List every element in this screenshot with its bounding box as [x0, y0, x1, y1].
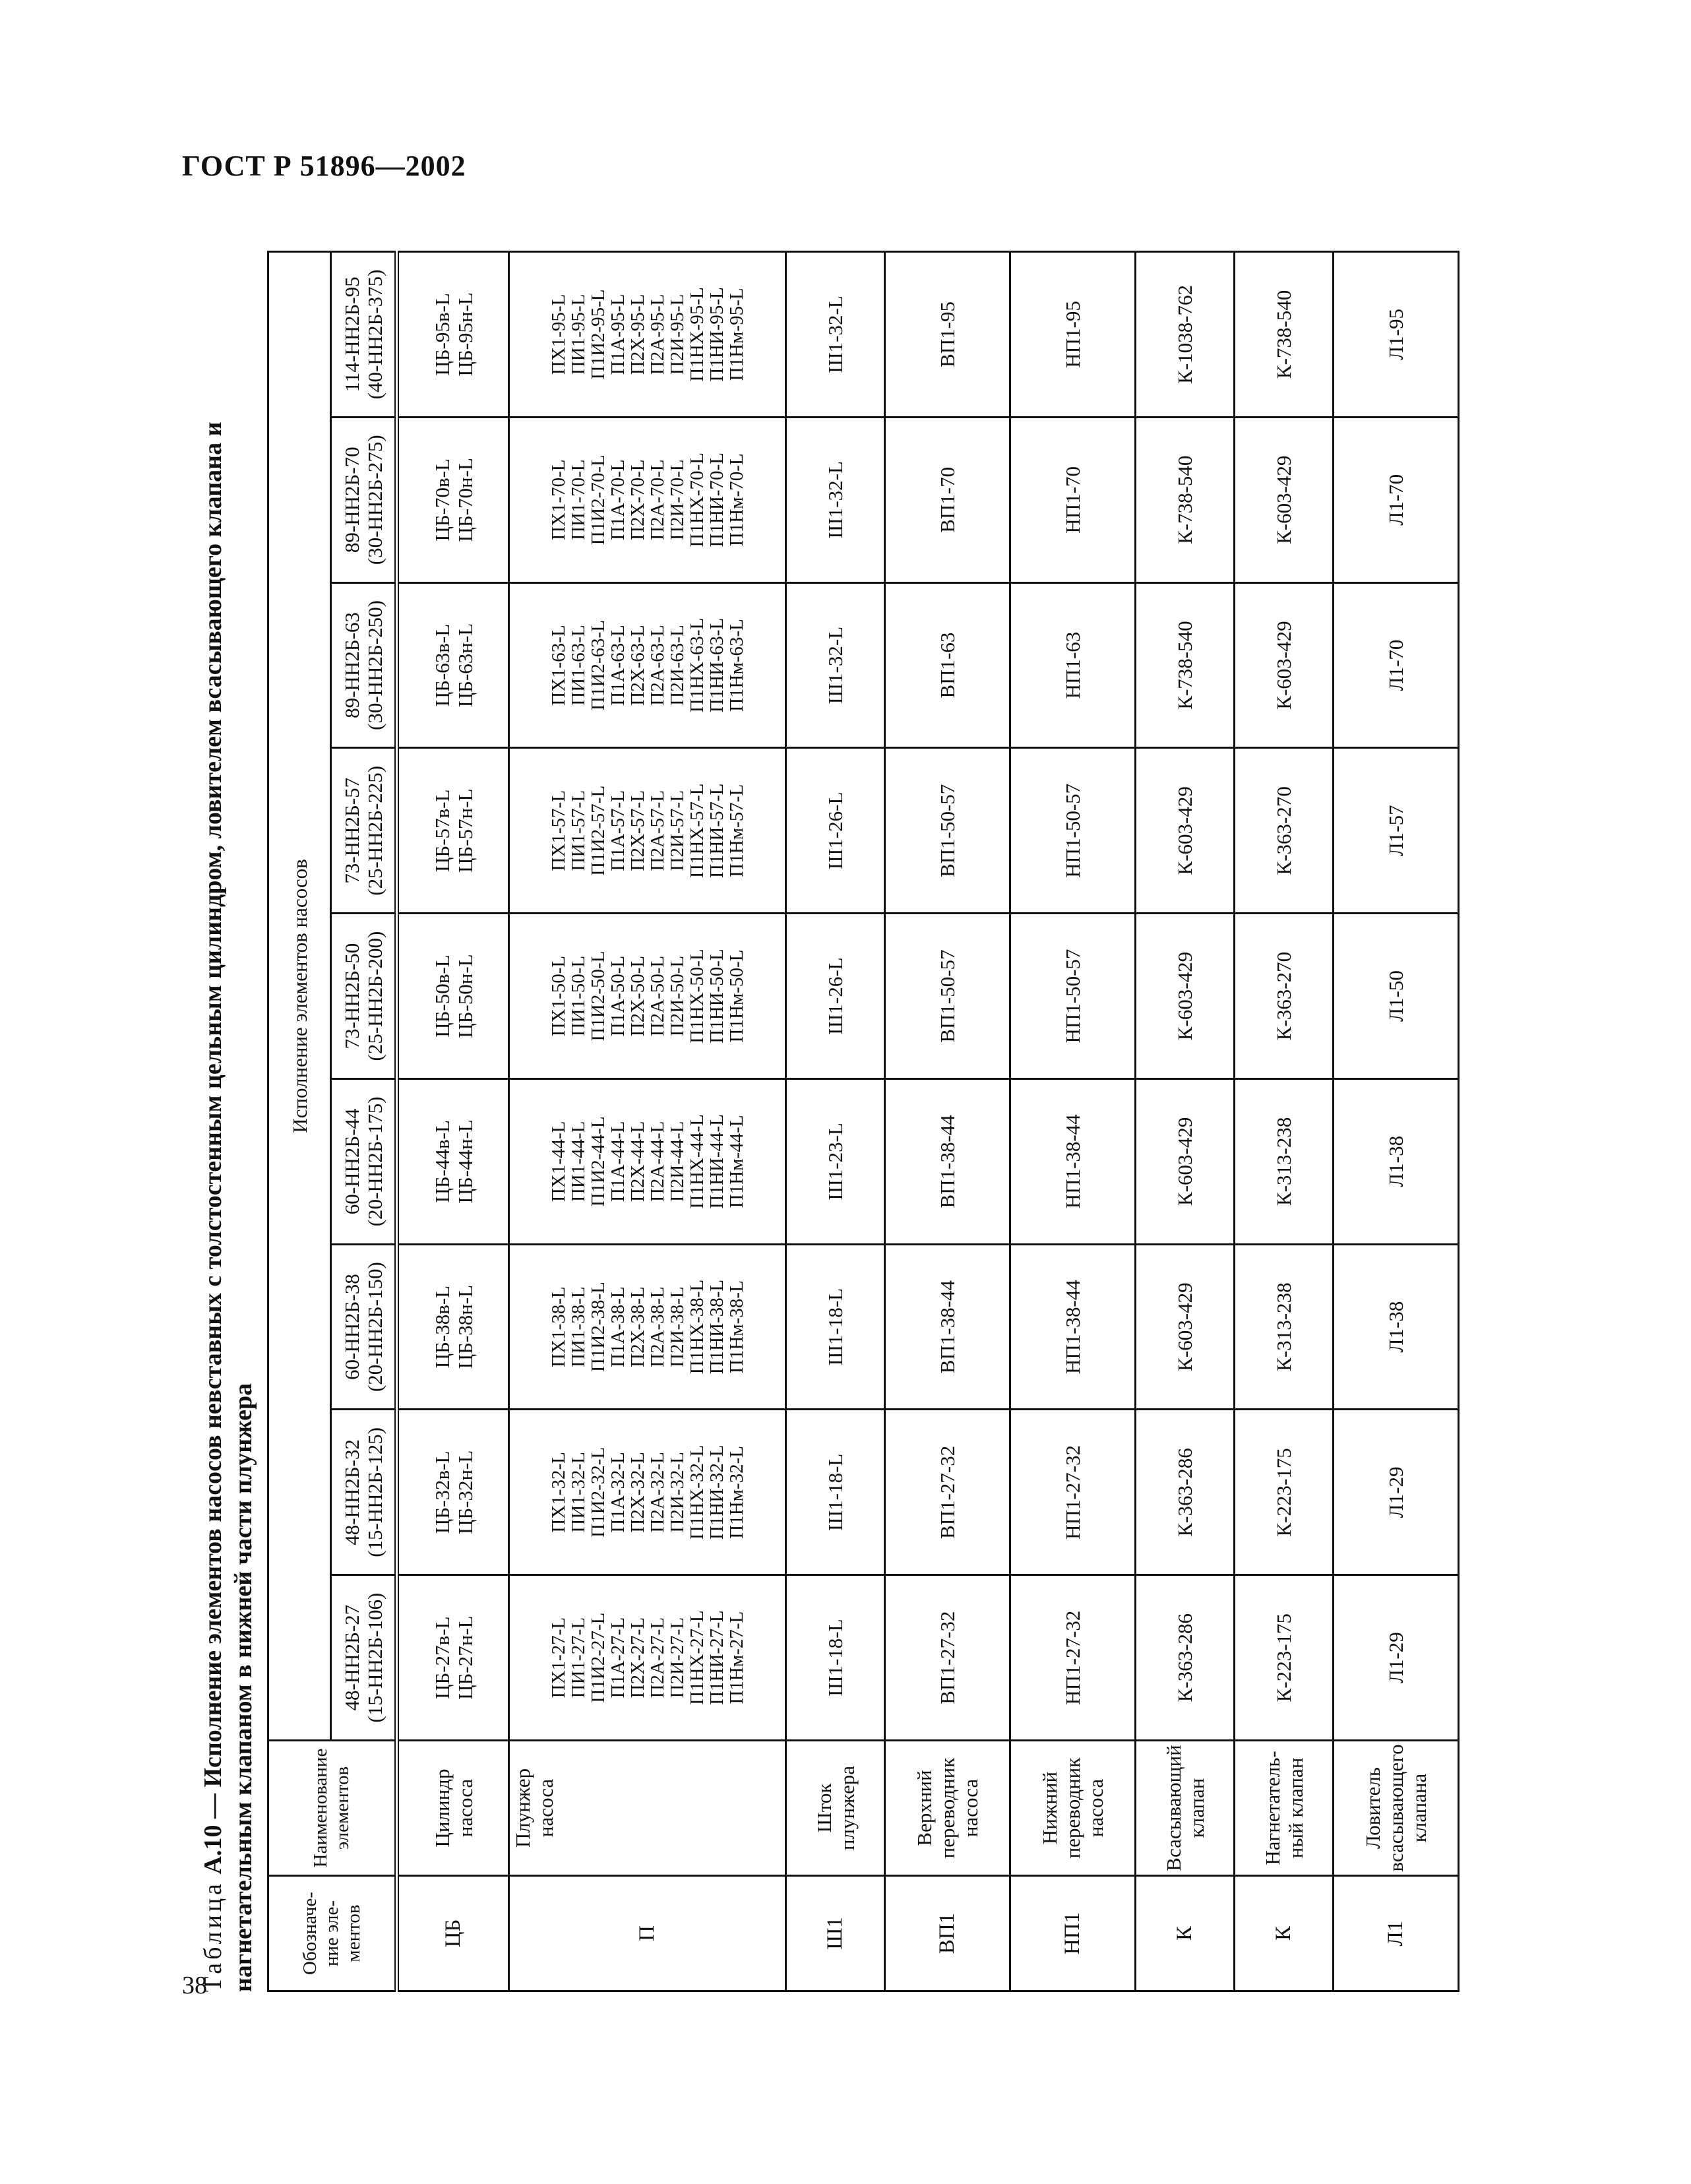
table-cell: Ш1-32-L — [786, 582, 885, 748]
plunger-code: П1Нм-38-L — [725, 1280, 747, 1373]
table-cell — [397, 252, 509, 418]
table-cell: Ш1-23-L — [786, 1078, 885, 1244]
rotated-table-block — [191, 237, 1444, 2018]
row-name: Нижний переводник насоса — [1010, 1741, 1136, 1876]
table-cell: ВП1-38-44 — [885, 1078, 1010, 1244]
plunger-code: ПХ1-57-L — [547, 790, 569, 871]
plunger-code: П1НИ-44-L — [706, 1114, 727, 1209]
cell-line: ЦБ-38н-L — [453, 1284, 477, 1369]
plunger-code: ПХ1-63-L — [547, 625, 569, 706]
table-cell — [397, 1244, 509, 1410]
table-cell — [397, 1575, 509, 1741]
plunger-code: П1НИ-95-L — [706, 287, 727, 382]
version-header-line2: (40-НН2Б-375) — [363, 269, 386, 400]
plunger-code: П1Нм-50-L — [725, 949, 747, 1043]
table-cell: ВП1-70 — [885, 417, 1010, 582]
cell-line: ЦБ-70н-L — [453, 458, 477, 542]
plunger-code: ПХ1-38-L — [547, 1286, 569, 1367]
plunger-code: П1И2-95-L — [587, 289, 609, 380]
table-cell: К-738-540 — [1136, 417, 1235, 582]
table-cell: К-1038-762 — [1136, 252, 1235, 418]
plunger-code: П2А-63-L — [646, 625, 668, 706]
plunger-code: П2А-95-L — [646, 294, 668, 375]
plunger-code: П2Х-63-L — [627, 625, 648, 706]
elements-table — [267, 251, 1460, 1992]
caption-text: А.10 — Исполнение элементов насосов невставных с толстостенным цельным цилиндром, ловителем всасывающего клапана и нагнетательным клапаном в нижней части плунжера — [199, 421, 257, 1992]
table-cell: ВП1-27-32 — [885, 1410, 1010, 1575]
version-header-line1: 73-НН2Б-50 — [340, 943, 363, 1049]
plunger-code: П2И-57-L — [666, 790, 688, 871]
cell-line: ЦБ-95в-L — [430, 293, 454, 376]
table-cell — [509, 748, 786, 914]
version-header — [331, 1078, 397, 1244]
row-name: Верхний переводник насоса — [885, 1741, 1010, 1876]
table-cell: ВП1-63 — [885, 582, 1010, 748]
table-row — [1334, 252, 1459, 1991]
plunger-code: П1Нм-57-L — [725, 784, 747, 877]
plunger-code: П1И2-57-L — [587, 785, 609, 876]
plunger-code: П1НХ-57-L — [686, 783, 708, 878]
version-header-line1: 48-НН2Б-32 — [340, 1439, 363, 1545]
row-designation: К — [1136, 1876, 1235, 1991]
row-designation: Л1 — [1334, 1876, 1459, 1991]
plunger-code: П1НХ-50-L — [686, 949, 708, 1044]
plunger-code: П2Х-50-L — [627, 955, 648, 1037]
plunger-code: П1А-27-L — [607, 1617, 629, 1699]
table-row — [397, 252, 509, 1991]
table-cell: К-603-429 — [1136, 748, 1235, 914]
cell-line: ЦБ-57в-L — [430, 789, 454, 872]
table-cell: НП1-50-57 — [1010, 914, 1136, 1079]
plunger-code: П1И2-44-L — [587, 1116, 609, 1207]
table-cell: НП1-38-44 — [1010, 1078, 1136, 1244]
version-header-line2: (15-НН2Б-125) — [363, 1427, 386, 1557]
table-cell: НП1-50-57 — [1010, 748, 1136, 914]
plunger-code: П1И2-50-L — [587, 951, 609, 1042]
plunger-code: П1Нм-63-L — [725, 619, 747, 712]
table-cell: К-738-540 — [1136, 582, 1235, 748]
plunger-code: П2И-63-L — [666, 625, 688, 706]
table-cell: Л1-29 — [1334, 1575, 1459, 1741]
plunger-code: П1НХ-95-L — [686, 287, 708, 382]
version-header-line1: 60-НН2Б-44 — [340, 1108, 363, 1215]
row-designation: К — [1235, 1876, 1334, 1991]
version-header — [331, 1410, 397, 1575]
table-cell: ВП1-50-57 — [885, 748, 1010, 914]
plunger-code: П2Х-32-L — [627, 1452, 648, 1533]
plunger-code: П2И-38-L — [666, 1286, 688, 1367]
row-designation: П — [509, 1876, 786, 1991]
plunger-code: ПХ1-27-L — [547, 1617, 569, 1699]
table-cell: К-313-238 — [1235, 1244, 1334, 1410]
cell-line: ЦБ-27в-L — [430, 1616, 454, 1699]
plunger-code: П2Х-44-L — [627, 1121, 648, 1202]
table-cell: Ш1-26-L — [786, 748, 885, 914]
version-header — [331, 748, 397, 914]
table-cell: Л1-38 — [1334, 1244, 1459, 1410]
version-header-line2: (15-НН2Б-106) — [363, 1592, 386, 1723]
table-cell: НП1-27-32 — [1010, 1410, 1136, 1575]
table-cell: К-603-429 — [1136, 1078, 1235, 1244]
plunger-code: П2Х-27-L — [627, 1617, 648, 1699]
row-name: Всасывающий клапан — [1136, 1741, 1235, 1876]
table-cell — [397, 417, 509, 582]
row-name: Плунжер насоса — [509, 1741, 786, 1876]
table-cell — [397, 1410, 509, 1575]
table-cell: К-603-429 — [1136, 1244, 1235, 1410]
row-designation: ВП1 — [885, 1876, 1010, 1991]
plunger-code: П1И2-27-L — [587, 1612, 609, 1703]
table-cell: НП1-70 — [1010, 417, 1136, 582]
plunger-code: П1А-44-L — [607, 1121, 629, 1202]
header-name: Наименование элементов — [268, 1741, 397, 1876]
plunger-code: П1Нм-70-L — [725, 453, 747, 547]
plunger-code: ПХ1-32-L — [547, 1452, 569, 1533]
table-cell: Л1-57 — [1334, 748, 1459, 914]
plunger-code: ПХ1-70-L — [547, 459, 569, 540]
plunger-code: П2Х-95-L — [627, 294, 648, 375]
plunger-code: ПИ1-63-L — [567, 625, 589, 706]
version-header — [331, 914, 397, 1079]
table-cell: Л1-95 — [1334, 252, 1459, 418]
table-cell: К-363-286 — [1136, 1410, 1235, 1575]
row-name: Ловитель всасывающего клапана — [1334, 1741, 1459, 1876]
cell-line: ЦБ-32н-L — [453, 1450, 477, 1535]
header-group: Исполнение элементов насосов — [268, 252, 331, 1741]
table-cell — [509, 1575, 786, 1741]
version-header-line1: 89-НН2Б-70 — [340, 447, 363, 553]
cell-line: ЦБ-50н-L — [453, 954, 477, 1038]
table-cell — [397, 914, 509, 1079]
plunger-code: П2А-50-L — [646, 955, 668, 1037]
page-number: 38 — [182, 1972, 207, 1999]
plunger-code: П1А-57-L — [607, 790, 629, 871]
table-cell — [397, 1078, 509, 1244]
table-cell: Ш1-32-L — [786, 252, 885, 418]
cell-line: ЦБ-44н-L — [453, 1119, 477, 1204]
table-row — [1136, 252, 1235, 1991]
plunger-code: П1НХ-70-L — [686, 452, 708, 547]
version-header-line2: (20-НН2Б-175) — [363, 1096, 386, 1227]
table-cell — [509, 582, 786, 748]
cell-line: ЦБ-50в-L — [430, 954, 454, 1038]
table-cell: ВП1-38-44 — [885, 1244, 1010, 1410]
table-cell: Ш1-18-L — [786, 1575, 885, 1741]
version-header-line2: (25-НН2Б-225) — [363, 765, 386, 896]
table-cell: К-363-286 — [1136, 1575, 1235, 1741]
row-designation: ЦБ — [397, 1876, 509, 1991]
plunger-code: П1НИ-27-L — [706, 1610, 727, 1705]
cell-line: ЦБ-27н-L — [453, 1615, 477, 1700]
plunger-code: ПИ1-38-L — [567, 1286, 589, 1367]
version-header-line2: (30-НН2Б-275) — [363, 435, 386, 565]
version-header-line1: 114-НН2Б-95 — [340, 276, 363, 392]
row-designation: НП1 — [1010, 1876, 1136, 1991]
version-header-line1: 48-НН2Б-27 — [340, 1604, 363, 1711]
version-header — [331, 582, 397, 748]
table-cell — [509, 1078, 786, 1244]
table-cell: НП1-27-32 — [1010, 1575, 1136, 1741]
plunger-code: ПХ1-50-L — [547, 955, 569, 1037]
table-cell — [509, 914, 786, 1079]
table-cell: НП1-38-44 — [1010, 1244, 1136, 1410]
plunger-code: П1А-38-L — [607, 1286, 629, 1367]
plunger-code: П1НИ-32-L — [706, 1445, 727, 1540]
row-name: Шток плунжера — [786, 1741, 885, 1876]
table-cell: К-223-175 — [1235, 1410, 1334, 1575]
plunger-code: П1А-70-L — [607, 459, 629, 540]
version-header — [331, 1244, 397, 1410]
plunger-code: П1Нм-44-L — [725, 1115, 747, 1208]
plunger-code: П1НИ-50-L — [706, 949, 727, 1044]
cell-line: ЦБ-38в-L — [430, 1285, 454, 1369]
table-row — [786, 252, 885, 1991]
version-header-line2: (20-НН2Б-150) — [363, 1262, 386, 1392]
table-cell: Л1-29 — [1334, 1410, 1459, 1575]
plunger-code: П2И-50-L — [666, 955, 688, 1037]
table-cell — [509, 1410, 786, 1575]
plunger-code: П1НХ-38-L — [686, 1279, 708, 1375]
plunger-code: П2И-44-L — [666, 1121, 688, 1202]
table-cell — [509, 252, 786, 418]
plunger-code: П1Нм-32-L — [725, 1445, 747, 1539]
plunger-code: ПИ1-95-L — [567, 294, 589, 375]
plunger-code: П1НХ-32-L — [686, 1445, 708, 1540]
plunger-code: П1НХ-63-L — [686, 617, 708, 713]
plunger-code: П1НХ-27-L — [686, 1610, 708, 1705]
table-cell: Ш1-18-L — [786, 1410, 885, 1575]
plunger-code: П2А-38-L — [646, 1286, 668, 1367]
cell-line: ЦБ-70в-L — [430, 458, 454, 542]
plunger-code: ПИ1-27-L — [567, 1617, 589, 1699]
version-header-line2: (25-НН2Б-200) — [363, 931, 386, 1061]
plunger-code: П1И2-38-L — [587, 1282, 609, 1373]
table-cell — [509, 417, 786, 582]
plunger-code: ПИ1-50-L — [567, 955, 589, 1037]
version-header — [331, 1575, 397, 1741]
caption-lead: Таблица — [199, 1880, 227, 1992]
table-cell: Л1-38 — [1334, 1078, 1459, 1244]
table-cell: К-363-270 — [1235, 914, 1334, 1079]
plunger-code: П2Х-38-L — [627, 1286, 648, 1367]
table-cell — [509, 1244, 786, 1410]
plunger-code: П1И2-70-L — [587, 454, 609, 546]
plunger-code: П1А-32-L — [607, 1452, 629, 1533]
table-cell: К-603-429 — [1136, 914, 1235, 1079]
plunger-code: П2А-57-L — [646, 790, 668, 871]
plunger-code: П2Х-57-L — [627, 790, 648, 871]
table-cell: ВП1-27-32 — [885, 1575, 1010, 1741]
plunger-code: П1А-63-L — [607, 625, 629, 706]
table-cell: К-313-238 — [1235, 1078, 1334, 1244]
table-row — [1235, 252, 1334, 1991]
cell-line: ЦБ-63в-L — [430, 623, 454, 707]
plunger-code: ПИ1-70-L — [567, 459, 589, 540]
table-cell: ВП1-95 — [885, 252, 1010, 418]
plunger-code: ПХ1-44-L — [547, 1121, 569, 1202]
version-header-line1: 60-НН2Б-38 — [340, 1274, 363, 1380]
table-cell: К-363-270 — [1235, 748, 1334, 914]
plunger-code: ПИ1-44-L — [567, 1121, 589, 1202]
plunger-code: П1А-95-L — [607, 294, 629, 375]
plunger-code: П2А-32-L — [646, 1452, 668, 1533]
plunger-code: ПИ1-32-L — [567, 1452, 589, 1533]
plunger-code: П1НИ-70-L — [706, 452, 727, 547]
row-name: Нагнетатель-ный клапан — [1235, 1741, 1334, 1876]
plunger-code: П1НИ-38-L — [706, 1279, 727, 1375]
plunger-code: П1НИ-57-L — [706, 783, 727, 878]
plunger-code: П2И-95-L — [666, 294, 688, 375]
plunger-code: П1И2-32-L — [587, 1447, 609, 1538]
plunger-code: П2И-70-L — [666, 459, 688, 540]
plunger-code: П2А-44-L — [646, 1121, 668, 1202]
version-header-line2: (30-НН2Б-250) — [363, 600, 386, 730]
table-cell — [397, 582, 509, 748]
plunger-code: П1НИ-63-L — [706, 617, 727, 713]
plunger-code: П1А-50-L — [607, 955, 629, 1037]
plunger-code: П1НХ-44-L — [686, 1114, 708, 1209]
table-cell: Л1-70 — [1334, 417, 1459, 582]
table-row — [509, 252, 786, 1991]
plunger-code: П1Нм-95-L — [725, 288, 747, 381]
plunger-code: П1И2-63-L — [587, 620, 609, 710]
version-header-line1: 89-НН2Б-63 — [340, 612, 363, 718]
row-designation: Ш1 — [786, 1876, 885, 1991]
plunger-code: ПХ1-95-L — [547, 294, 569, 375]
table-cell: Л1-70 — [1334, 582, 1459, 748]
plunger-code: П2И-32-L — [666, 1452, 688, 1533]
document-header: ГОСТ Р 51896—2002 — [182, 150, 466, 182]
table-cell: НП1-63 — [1010, 582, 1136, 748]
plunger-code: П2Х-70-L — [627, 459, 648, 540]
table-caption — [198, 251, 259, 1992]
table-cell: К-603-429 — [1235, 582, 1334, 748]
cell-line: ЦБ-32в-L — [430, 1451, 454, 1534]
table-cell — [397, 748, 509, 914]
table-cell: Ш1-26-L — [786, 914, 885, 1079]
table-row — [885, 252, 1010, 1991]
table-cell: К-223-175 — [1235, 1575, 1334, 1741]
header-designation: Обозначе-ние эле-ментов — [268, 1876, 397, 1991]
plunger-code: П1Нм-27-L — [725, 1611, 747, 1704]
cell-line: ЦБ-95н-L — [453, 292, 477, 377]
table-cell: Ш1-32-L — [786, 417, 885, 582]
cell-line: ЦБ-57н-L — [453, 788, 477, 873]
version-header — [331, 252, 397, 418]
table-row — [1010, 252, 1136, 1991]
cell-line: ЦБ-63н-L — [453, 623, 477, 708]
table-cell: ВП1-50-57 — [885, 914, 1010, 1079]
version-header — [331, 417, 397, 582]
plunger-code: ПИ1-57-L — [567, 790, 589, 871]
row-name: Цилиндр насоса — [397, 1741, 509, 1876]
table-cell: НП1-95 — [1010, 252, 1136, 418]
cell-line: ЦБ-44в-L — [430, 1120, 454, 1203]
table-cell: Л1-50 — [1334, 914, 1459, 1079]
version-header-line1: 73-НН2Б-57 — [340, 777, 363, 884]
table-cell: К-603-429 — [1235, 417, 1334, 582]
table-cell: К-738-540 — [1235, 252, 1334, 418]
plunger-code: П2А-27-L — [646, 1617, 668, 1699]
plunger-code: П2А-70-L — [646, 459, 668, 540]
plunger-code: П2И-27-L — [666, 1617, 688, 1699]
table-cell: Ш1-18-L — [786, 1244, 885, 1410]
